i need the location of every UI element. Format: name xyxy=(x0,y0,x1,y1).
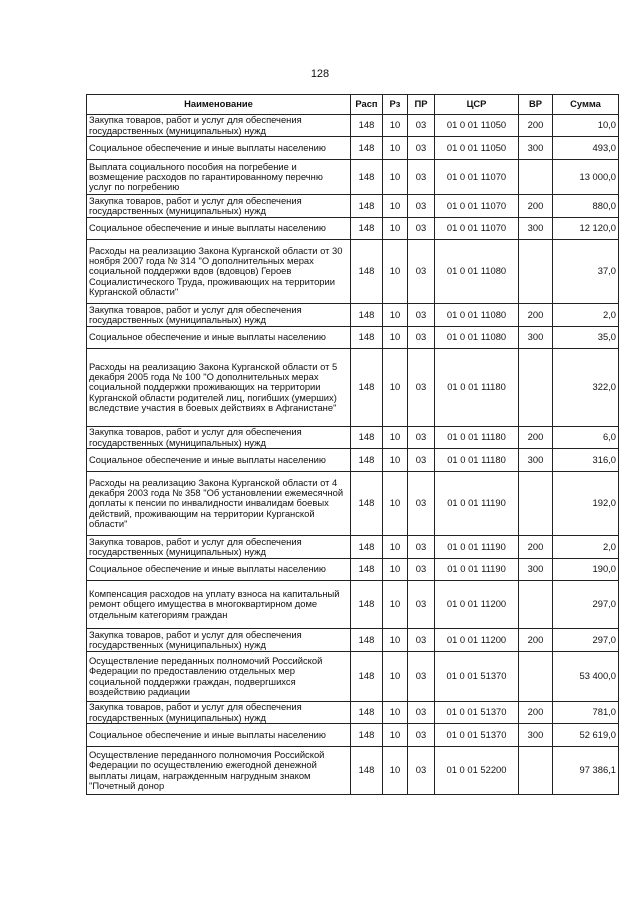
row-csr-cell: 01 0 01 11180 xyxy=(435,449,519,472)
row-rz-cell: 10 xyxy=(383,559,408,581)
row-csr-cell: 01 0 01 11080 xyxy=(435,304,519,327)
row-name-cell: Социальное обеспечение и иные выплаты населению xyxy=(87,327,351,349)
table-row xyxy=(87,427,619,449)
row-csr-cell: 01 0 01 11080 xyxy=(435,327,519,349)
row-rasp-cell: 148 xyxy=(351,629,383,652)
table-row xyxy=(87,449,619,472)
table-row xyxy=(87,218,619,240)
row-name-cell: Осуществление переданных полномочий Российской Федерации по предоставлению отдельных мер социальной поддержки граждан, подвергшихся воздействию радиации xyxy=(87,652,351,702)
header-csr: ЦСР xyxy=(435,95,519,115)
row-pr-cell: 03 xyxy=(408,472,435,536)
row-rz-cell: 10 xyxy=(383,160,408,195)
row-vr-cell: 300 xyxy=(519,724,553,747)
row-rz-cell: 10 xyxy=(383,218,408,240)
row-sum-cell: 6,0 xyxy=(553,427,619,449)
header-sum: Сумма xyxy=(553,95,619,115)
row-rz-cell: 10 xyxy=(383,349,408,427)
row-sum-cell: 37,0 xyxy=(553,240,619,304)
row-rasp-cell: 148 xyxy=(351,115,383,137)
table-row xyxy=(87,349,619,427)
row-rz-cell: 10 xyxy=(383,629,408,652)
row-name-cell: Социальное обеспечение и иные выплаты населению xyxy=(87,449,351,472)
table-row xyxy=(87,137,619,160)
row-rasp-cell: 148 xyxy=(351,349,383,427)
row-sum-cell: 190,0 xyxy=(553,559,619,581)
row-vr-cell: 200 xyxy=(519,195,553,218)
row-vr-cell: 300 xyxy=(519,218,553,240)
table-row xyxy=(87,559,619,581)
row-vr-cell xyxy=(519,747,553,795)
row-csr-cell: 01 0 01 51370 xyxy=(435,652,519,702)
row-pr-cell: 03 xyxy=(408,702,435,724)
row-pr-cell: 03 xyxy=(408,218,435,240)
row-name-cell: Социальное обеспечение и иные выплаты населению xyxy=(87,724,351,747)
row-name-cell: Расходы на реализацию Закона Курганской области от 30 ноября 2007 года № 314 "О дополнительных мерах социальной поддержки вдов (вдовцов) Героев Социалистического Труда, проживающих на территории Курганской области" xyxy=(87,240,351,304)
table-row xyxy=(87,536,619,559)
row-csr-cell: 01 0 01 11200 xyxy=(435,629,519,652)
row-pr-cell: 03 xyxy=(408,304,435,327)
row-rz-cell: 10 xyxy=(383,747,408,795)
row-rasp-cell: 148 xyxy=(351,160,383,195)
table-row xyxy=(87,195,619,218)
row-pr-cell: 03 xyxy=(408,349,435,427)
row-csr-cell: 01 0 01 11050 xyxy=(435,137,519,160)
row-rasp-cell: 148 xyxy=(351,536,383,559)
row-rasp-cell: 148 xyxy=(351,218,383,240)
row-csr-cell: 01 0 01 52200 xyxy=(435,747,519,795)
row-name-cell: Закупка товаров, работ и услуг для обеспечения государственных (муниципальных) нужд xyxy=(87,304,351,327)
row-pr-cell: 03 xyxy=(408,160,435,195)
row-pr-cell: 03 xyxy=(408,747,435,795)
row-sum-cell: 322,0 xyxy=(553,349,619,427)
row-pr-cell: 03 xyxy=(408,559,435,581)
row-vr-cell xyxy=(519,349,553,427)
row-sum-cell: 781,0 xyxy=(553,702,619,724)
row-name-cell: Осуществление переданного полномочия Российской Федерации по осуществлению ежегодной денежной выплаты лицам, награжденным нагрудным знаком "Почетный донор xyxy=(87,747,351,795)
row-rz-cell: 10 xyxy=(383,652,408,702)
row-vr-cell: 200 xyxy=(519,115,553,137)
row-pr-cell: 03 xyxy=(408,629,435,652)
row-sum-cell: 192,0 xyxy=(553,472,619,536)
row-name-cell: Закупка товаров, работ и услуг для обеспечения государственных (муниципальных) нужд xyxy=(87,115,351,137)
row-rasp-cell: 148 xyxy=(351,724,383,747)
row-rasp-cell: 148 xyxy=(351,747,383,795)
row-sum-cell: 493,0 xyxy=(553,137,619,160)
row-sum-cell: 2,0 xyxy=(553,304,619,327)
row-csr-cell: 01 0 01 51370 xyxy=(435,724,519,747)
row-rz-cell: 10 xyxy=(383,702,408,724)
row-name-cell: Закупка товаров, работ и услуг для обеспечения государственных (муниципальных) нужд xyxy=(87,195,351,218)
row-name-cell: Закупка товаров, работ и услуг для обеспечения государственных (муниципальных) нужд xyxy=(87,629,351,652)
row-sum-cell: 52 619,0 xyxy=(553,724,619,747)
table-row xyxy=(87,629,619,652)
row-pr-cell: 03 xyxy=(408,652,435,702)
row-vr-cell: 200 xyxy=(519,427,553,449)
row-name-cell: Расходы на реализацию Закона Курганской области от 4 декабря 2003 года № 358 "Об установлении ежемесячной доплаты к пенсии по инвалидности инвалидам боевых действий, проживающим на территории Курганской области" xyxy=(87,472,351,536)
table-row xyxy=(87,327,619,349)
row-csr-cell: 01 0 01 11070 xyxy=(435,195,519,218)
row-sum-cell: 316,0 xyxy=(553,449,619,472)
row-sum-cell: 2,0 xyxy=(553,536,619,559)
row-rz-cell: 10 xyxy=(383,115,408,137)
row-pr-cell: 03 xyxy=(408,581,435,629)
row-name-cell: Выплата социального пособия на погребение и возмещение расходов по гарантированному перечню услуг по погребению xyxy=(87,160,351,195)
row-vr-cell xyxy=(519,652,553,702)
row-rz-cell: 10 xyxy=(383,195,408,218)
row-sum-cell: 880,0 xyxy=(553,195,619,218)
table-row xyxy=(87,581,619,629)
row-sum-cell: 297,0 xyxy=(553,581,619,629)
row-vr-cell: 300 xyxy=(519,559,553,581)
row-rasp-cell: 148 xyxy=(351,581,383,629)
row-rasp-cell: 148 xyxy=(351,195,383,218)
row-rz-cell: 10 xyxy=(383,304,408,327)
row-rz-cell: 10 xyxy=(383,449,408,472)
row-rasp-cell: 148 xyxy=(351,304,383,327)
row-name-cell: Расходы на реализацию Закона Курганской области от 5 декабря 2005 года № 100 "О дополнительных мерах социальной поддержки проживающих на территории Курганской области родителей лиц, погибших (умерших) вследствие участия в боевых действиях в Афганистане" xyxy=(87,349,351,427)
table-row xyxy=(87,115,619,137)
row-csr-cell: 01 0 01 11050 xyxy=(435,115,519,137)
row-rz-cell: 10 xyxy=(383,137,408,160)
row-csr-cell: 01 0 01 11190 xyxy=(435,472,519,536)
page-number: 128 xyxy=(310,68,330,80)
row-csr-cell: 01 0 01 11180 xyxy=(435,427,519,449)
row-vr-cell xyxy=(519,240,553,304)
row-name-cell: Закупка товаров, работ и услуг для обеспечения государственных (муниципальных) нужд xyxy=(87,702,351,724)
row-rasp-cell: 148 xyxy=(351,240,383,304)
row-sum-cell: 35,0 xyxy=(553,327,619,349)
row-rz-cell: 10 xyxy=(383,724,408,747)
row-rz-cell: 10 xyxy=(383,327,408,349)
table-row xyxy=(87,702,619,724)
table-row xyxy=(87,724,619,747)
row-vr-cell: 200 xyxy=(519,304,553,327)
row-csr-cell: 01 0 01 11190 xyxy=(435,559,519,581)
row-rz-cell: 10 xyxy=(383,240,408,304)
row-pr-cell: 03 xyxy=(408,724,435,747)
row-name-cell: Социальное обеспечение и иные выплаты населению xyxy=(87,137,351,160)
row-rasp-cell: 148 xyxy=(351,559,383,581)
row-vr-cell: 200 xyxy=(519,536,553,559)
row-csr-cell: 01 0 01 11200 xyxy=(435,581,519,629)
header-rasp: Расп xyxy=(351,95,383,115)
header-vr: ВР xyxy=(519,95,553,115)
row-pr-cell: 03 xyxy=(408,327,435,349)
row-pr-cell: 03 xyxy=(408,240,435,304)
row-rasp-cell: 148 xyxy=(351,327,383,349)
table-row xyxy=(87,472,619,536)
row-vr-cell: 300 xyxy=(519,449,553,472)
row-pr-cell: 03 xyxy=(408,536,435,559)
row-name-cell: Компенсация расходов на уплату взноса на капитальный ремонт общего имущества в многоквартирном доме отдельным категориям граждан xyxy=(87,581,351,629)
row-pr-cell: 03 xyxy=(408,195,435,218)
row-csr-cell: 01 0 01 11070 xyxy=(435,160,519,195)
row-rasp-cell: 148 xyxy=(351,652,383,702)
row-sum-cell: 53 400,0 xyxy=(553,652,619,702)
row-vr-cell xyxy=(519,581,553,629)
row-rasp-cell: 148 xyxy=(351,702,383,724)
header-name: Наименование xyxy=(87,95,351,115)
row-name-cell: Социальное обеспечение и иные выплаты населению xyxy=(87,559,351,581)
row-vr-cell: 200 xyxy=(519,702,553,724)
table-row xyxy=(87,652,619,702)
row-rz-cell: 10 xyxy=(383,472,408,536)
row-sum-cell: 297,0 xyxy=(553,629,619,652)
row-csr-cell: 01 0 01 11070 xyxy=(435,218,519,240)
header-rz: Рз xyxy=(383,95,408,115)
row-name-cell: Социальное обеспечение и иные выплаты населению xyxy=(87,218,351,240)
row-rz-cell: 10 xyxy=(383,536,408,559)
table-row xyxy=(87,160,619,195)
row-csr-cell: 01 0 01 11190 xyxy=(435,536,519,559)
row-sum-cell: 13 000,0 xyxy=(553,160,619,195)
row-pr-cell: 03 xyxy=(408,427,435,449)
row-sum-cell: 10,0 xyxy=(553,115,619,137)
row-csr-cell: 01 0 01 51370 xyxy=(435,702,519,724)
row-vr-cell: 300 xyxy=(519,327,553,349)
row-pr-cell: 03 xyxy=(408,115,435,137)
row-rz-cell: 10 xyxy=(383,581,408,629)
row-vr-cell: 200 xyxy=(519,629,553,652)
row-vr-cell xyxy=(519,160,553,195)
table-row xyxy=(87,304,619,327)
row-sum-cell: 12 120,0 xyxy=(553,218,619,240)
row-pr-cell: 03 xyxy=(408,137,435,160)
row-csr-cell: 01 0 01 11180 xyxy=(435,349,519,427)
row-vr-cell xyxy=(519,472,553,536)
row-csr-cell: 01 0 01 11080 xyxy=(435,240,519,304)
row-rz-cell: 10 xyxy=(383,427,408,449)
row-name-cell: Закупка товаров, работ и услуг для обеспечения государственных (муниципальных) нужд xyxy=(87,427,351,449)
row-vr-cell: 300 xyxy=(519,137,553,160)
row-rasp-cell: 148 xyxy=(351,449,383,472)
table-row xyxy=(87,747,619,795)
row-rasp-cell: 148 xyxy=(351,137,383,160)
row-rasp-cell: 148 xyxy=(351,472,383,536)
row-pr-cell: 03 xyxy=(408,449,435,472)
table-header-row xyxy=(87,95,619,115)
table-row xyxy=(87,240,619,304)
row-sum-cell: 97 386,1 xyxy=(553,747,619,795)
row-name-cell: Закупка товаров, работ и услуг для обеспечения государственных (муниципальных) нужд xyxy=(87,536,351,559)
budget-table xyxy=(86,94,619,795)
header-pr: ПР xyxy=(408,95,435,115)
row-rasp-cell: 148 xyxy=(351,427,383,449)
